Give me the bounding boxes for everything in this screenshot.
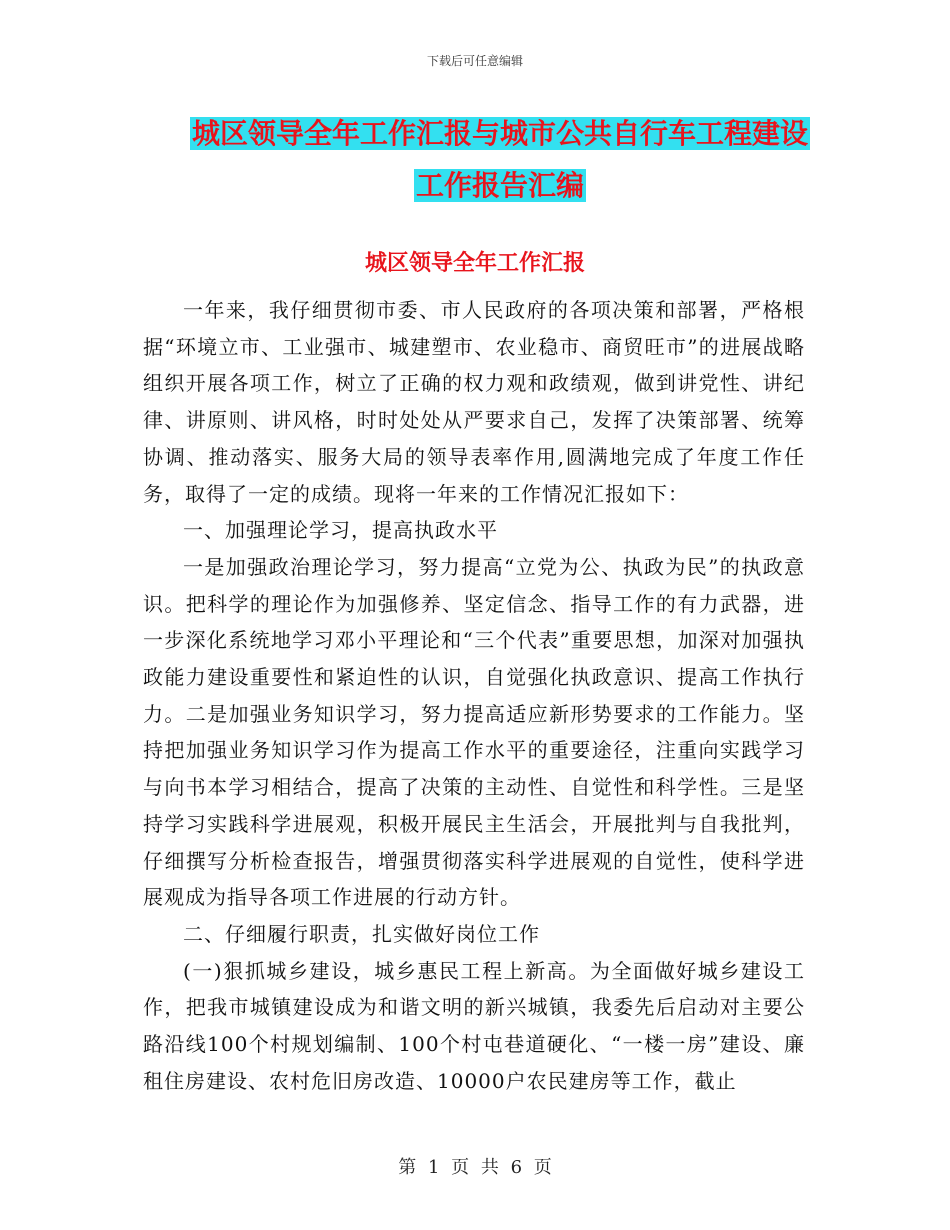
document-title-text: 城区领导全年工作汇报与城市公共自行车工程建设工作报告汇编 — [192, 117, 809, 202]
document-body — [143, 292, 805, 1099]
header-note: 下载后可任意编辑 — [426, 54, 523, 68]
page-number: 第 1 页 共 6 页 — [398, 1157, 552, 1178]
document-title — [190, 108, 810, 212]
heading-one: 一、加强理论学习，提高执政水平 — [183, 518, 498, 543]
section-title: 城区领导全年工作汇报 — [364, 250, 585, 276]
heading-two: 二、仔细履行职责，扎实做好岗位工作 — [183, 921, 540, 946]
paragraph-intro: 一年来，我仔细贯彻市委、市人民政府的各项决策和部署，严格根据“环境立市、工业强市、城建塑市、农业稳市、商贸旺市”的进展战略组织开展各项工作，树立了正确的权力观和政绩观，做到讲党性、讲纪律、讲原则、讲风格，时时处处从严要求自己，发挥了决策部署、统筹协调、推动落实、服务大局的领导表率作用,圆满地完成了年度工作任务，取得了一定的成绩。现将一年来的工作情况汇报如下： — [143, 298, 805, 506]
paragraph-study: 一是加强政治理论学习，努力提高“立党为公、执政为民”的执政意识。把科学的理论作为加强修养、坚定信念、指导工作的有力武器，进一步深化系统地学习邓小平理论和“三个代表”重要思想，加深对加强执政能力建设重要性和紧迫性的认识，自觉强化执政意识、提高工作执行力。二是加强业务知识学习，努力提高适应新形势要求的工作能力。坚持把加强业务知识学习作为提高工作水平的重要途径，注重向实践学习与向书本学习相结合，提高了决策的主动性、自觉性和科学性。三是坚持学习实践科学进展观，积极开展民主生活会，开展批判与自我批判，仔细撰写分析检查报告，增强贯彻落实科学进展观的自觉性，使科学进展观成为指导各项工作进展的行动方针。 — [143, 554, 805, 910]
paragraph-construction: (一)狠抓城乡建设，城乡惠民工程上新高。为全面做好城乡建设工作，把我市城镇建设成为和谐文明的新兴城镇，我委先后启动对主要公路沿线100个村规划编制、100个村屯巷道硬化、“一楼一房”建设、廉租住房建设、农村危旧房改造、10000户农民建房等工作，截止 — [143, 958, 805, 1093]
